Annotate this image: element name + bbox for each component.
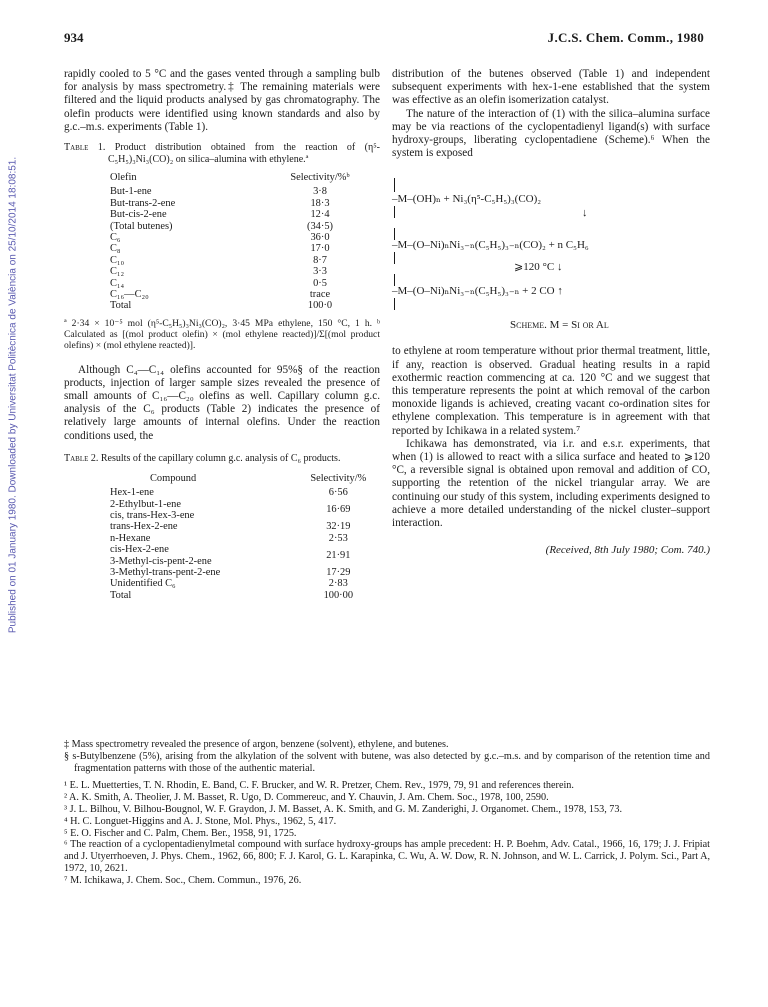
download-watermark: [6, 155, 20, 635]
scheme-line-3: –M–(O–Ni)ₙNi₃₋ₙ(C₅H₅)₃₋ₙ + 2 CO ↑: [392, 285, 563, 298]
table-row: [64, 198, 380, 209]
table-cell: 100·0: [307, 300, 333, 312]
table2-header-compound: Compound: [150, 472, 197, 484]
scheme-arrow-2: ⩾120 °C ↓: [514, 261, 563, 274]
right-paragraph-3: to ethylene at room temperature without prior thermal treatment, little, if any, reaction is observed. Gradual heating results in a rapid exothermic reaction commencing at ca. 120 °C and we suggest that this temperature represents the point at which removal of the carbon monoxide ligands is achieved, creating vacant co-ordination sites for ethylene complexation. This temperature is in agreement with that reported by Ichikawa in a related system.⁷: [392, 345, 710, 437]
table1: [64, 170, 380, 312]
table-cell: trace: [309, 289, 331, 301]
table-row: [64, 300, 380, 311]
right-paragraph-4: Ichikawa has demonstrated, via i.r. and e.s.r. experiments, that when (1) is allowed to react with a silica surface and heated to ⩾120 °C, a reversible signal is obtained upon removal and addition of CO, supporting the retention of the nickel triangular array. We are continuing our study of this system, including experiments designed to achieve a more detailed understanding of the nickel cluster–support interaction.: [392, 437, 710, 530]
footnote-double-dagger: ‡ Mass spectrometry revealed the presence of argon, benzene (solvent), ethylene, and butenes.: [64, 739, 449, 750]
left-paragraph-1: rapidly cooled to 5 °C and the gases vented through a sampling bulb for analysis by mass spectrometry.‡ The remaining materials were filtered and the liquid products analysed by gas chromatography. The olefin products were identified using known standards and also by g.c.–m.s. experiments (Table 1).: [64, 68, 380, 133]
table-row: [64, 567, 380, 578]
page-header: [64, 30, 704, 48]
table-cell: 3-Methyl-trans-pent-2-ene: [110, 566, 221, 578]
table2-caption: [64, 453, 380, 465]
table-row: [64, 289, 380, 300]
table-cell: C₁₆—C₂₀: [110, 289, 149, 301]
table-cell: n-Hexane: [110, 532, 151, 544]
table2-header-row: [64, 471, 380, 487]
left-paragraph-2: Although C₄—C₁₄ olefins accounted for 95%§ of the reaction products, injection of larger sample sizes revealed the presence of small amounts of C₁₆—C₂₀ olefins as well. Capillary column g.c. analysis of the C₆ products (Table 2) indicates the presence of relatively large amounts of internal olefins. Under the reaction conditions used, the: [64, 363, 380, 442]
scheme-caption: Scheme. M = Si or Al: [510, 319, 609, 332]
table-cell: Total: [110, 589, 132, 601]
scheme-arrow-1: ↓: [582, 207, 588, 220]
table-cell: (Total butenes): [110, 220, 173, 232]
surface-bond-line: [394, 252, 395, 264]
table1-header-row: [64, 170, 380, 186]
table-cell: C₈: [110, 243, 121, 255]
scheme-line-2: –M–(O–Ni)ₙNi₃₋ₙ(C₅H₅)₃₋ₙ(CO)₂ + n C₅H₆: [392, 239, 589, 252]
table-cell: But-trans-2-ene: [110, 197, 176, 209]
table-cell: 2·83: [328, 578, 348, 590]
table-cell: 36·0: [310, 232, 330, 244]
footnotes-section: [64, 739, 710, 887]
table-cell: 17·29: [326, 566, 351, 578]
reference-list: [64, 780, 710, 886]
table-cell: 16·69: [326, 504, 351, 516]
page-number: 934: [64, 30, 84, 45]
table-row: [64, 278, 380, 289]
right-column: [392, 68, 710, 557]
surface-bond-line: [394, 178, 395, 192]
table-row: [64, 255, 380, 266]
table-cell: 100·00: [323, 589, 354, 601]
table1-caption: [64, 142, 380, 166]
table-cell: cis-Hex-2-ene: [110, 544, 169, 556]
table-cell: C₁₄: [110, 277, 125, 289]
table-cell: 3·8: [313, 186, 327, 198]
table-cell: 18·3: [310, 197, 330, 209]
table-cell: (34·5): [307, 220, 333, 232]
reference-item: ⁵ E. O. Fischer and C. Palm, Chem. Ber., 1958, 91, 1725.: [64, 827, 297, 839]
download-watermark-text: Published on 01 January 1980. Downloaded by Universitat Politècnica de València on 25/10/2014 18:08:51.: [7, 156, 19, 634]
table1-label: Table 1.: [64, 142, 106, 154]
table2: [64, 471, 380, 601]
table-cell: C₁₀: [110, 254, 125, 266]
table1-footnote: ª 2·34 × 10⁻⁵ mol (η⁵-C₅H₅)₃Ni₃(CO)₂, 3·45 MPa ethylene, 150 °C, 1 h. ᵇ Calculated as [(mol product olefin) × (mol ethylene reacted)]/Σ[(mol product olefins) × (mol ethylene reacted)].: [64, 317, 380, 352]
table-row: [64, 499, 380, 510]
right-paragraph-1: distribution of the butenes observed (Table 1) and independent subsequent experiments with hex-1-ene established that the system was effective as an olefin isomerization catalyst.: [392, 68, 710, 107]
table-row: [64, 186, 380, 197]
table-cell: 12·4: [310, 209, 330, 221]
table1-header-olefin: Olefin: [110, 172, 137, 184]
table-row: [64, 243, 380, 254]
table1-header-selectivity: Selectivity/%ᵇ: [290, 172, 350, 184]
table-cell: Unidentified C₆: [110, 578, 176, 590]
reference-item: ⁶ The reaction of a cyclopentadienylmetal compound with surface hydroxy-groups has ample precedent: H. P. Boehm, Adv. Catal., 1966, 16, 179; J. J. Fripiat and J. Utyerrhoeven, J. Phys. Chem., 1962, 66, 800; F. J. Karol, G. L. Karapinka, C. Wu, A. W. Dow, R. N. Johnson, and W. L. Carrick, J. Polym. Sci., Part A, 1972, 10, 2621.: [64, 839, 710, 874]
table-row: [64, 521, 380, 532]
surface-bond-line: [394, 298, 395, 310]
table-cell: 8·7: [313, 254, 327, 266]
reference-item: ² A. K. Smith, A. Theolier, J. M. Basset, R. Ugo, D. Commereuc, and Y. Chauvin, J. Am. Chem. Soc., 1978, 100, 2590.: [64, 792, 549, 804]
reaction-scheme: [392, 174, 710, 339]
table-cell: 3-Methyl-cis-pent-2-ene: [110, 555, 212, 567]
table-row: [64, 266, 380, 277]
surface-bond-line: [394, 206, 395, 218]
table-row: [64, 544, 380, 555]
table-row: [64, 487, 380, 498]
table-cell: But-cis-2-ene: [110, 209, 167, 221]
table-cell: C₁₂: [110, 266, 125, 278]
table-cell: 17·0: [310, 243, 330, 255]
left-column: [64, 68, 380, 601]
table2-label: Table 2.: [64, 452, 99, 464]
table-cell: 32·19: [326, 521, 351, 533]
table-cell: 3·3: [313, 266, 327, 278]
received-date: (Received, 8th July 1980; Com. 740.): [545, 544, 710, 557]
table-cell: But-1-ene: [110, 186, 152, 198]
scheme-line-1: –M–(OH)ₙ + Ni₃(η⁵-C₅H₅)₃(CO)₂: [392, 193, 542, 206]
reference-item: ¹ E. L. Muetterties, T. N. Rhodin, E. Band, C. F. Brucker, and W. R. Pretzer, Chem. Rev., 1979, 79, 91 and references therein.: [64, 780, 574, 792]
table2-header-selectivity: Selectivity/%: [310, 472, 367, 484]
reference-item: ³ J. L. Bilhou, V. Bilhou-Bougnol, W. F. Graydon, J. M. Basset, A. K. Smith, and G. M. Zanderighi, J. Organomet. Chem., 1978, 153, 73.: [64, 803, 623, 815]
reference-item: ⁷ M. Ichikawa, J. Chem. Soc., Chem. Commun., 1976, 26.: [64, 874, 302, 886]
table-cell: 2-Ethylbut-1-ene: [110, 498, 181, 510]
footnote-section-sign: § s-Butylbenzene (5%), arising from the alkylation of the solvent with butene, was also detected by g.c.–m.s. and by comparison of the retention time and fragmentation patterns with those of the authentic material.: [64, 750, 710, 774]
table1-caption-text: Product distribution obtained from the reaction of (η⁵-C₅H₅)₃Ni₃(CO)₂ on silica–alumina with ethylene.ª: [108, 142, 381, 166]
reference-item: ⁴ H. C. Longuet-Higgins and A. J. Stone, Mol. Phys., 1962, 5, 417.: [64, 815, 337, 827]
table-row: [64, 232, 380, 243]
table-row: [64, 209, 380, 220]
table-cell: Total: [110, 300, 132, 312]
table-cell: C₆: [110, 232, 121, 244]
table-cell: 21·91: [326, 549, 351, 561]
table-row: [64, 578, 380, 589]
table-row: [64, 533, 380, 544]
table-row: [64, 590, 380, 601]
right-paragraph-2: The nature of the interaction of (1) with the silica–alumina surface may be via reactions of the cyclopentadienyl ligand(s) with surface hydroxy-groups, liberating cyclopentadiene (Scheme).⁶ When the system is exposed: [392, 107, 710, 160]
table2-caption-text: Results of the capillary column g.c. analysis of C₆ products.: [100, 452, 341, 464]
table-cell: Hex-1-ene: [110, 487, 154, 499]
table-cell: 6·56: [328, 487, 348, 499]
table-cell: 0·5: [313, 277, 327, 289]
table-cell: cis, trans-Hex-3-ene: [110, 509, 195, 521]
table-row: [64, 221, 380, 232]
table-cell: 2·53: [328, 532, 348, 544]
table-cell: trans-Hex-2-ene: [110, 521, 178, 533]
journal-title: J.C.S. Chem. Comm., 1980: [547, 30, 704, 45]
